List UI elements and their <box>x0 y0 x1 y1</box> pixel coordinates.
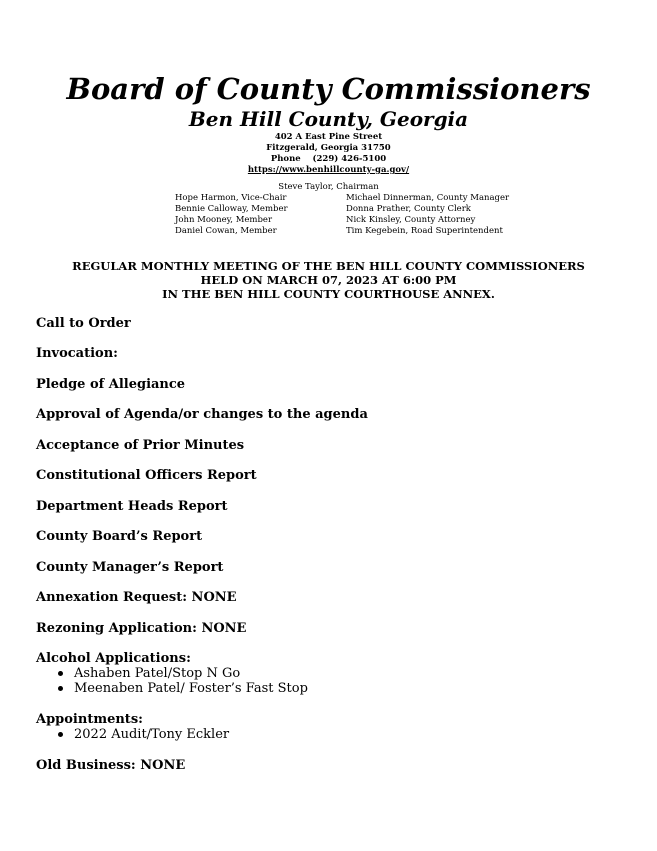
bullet-icon <box>58 732 63 737</box>
list-item <box>58 666 308 681</box>
official-name: Daniel Cowan, Member <box>175 226 277 236</box>
official-name: Nick Kinsley, County Attorney <box>346 215 476 225</box>
phone-number: Phone (229) 426-5100 <box>270 154 387 164</box>
agenda-pledge: Pledge of Allegiance <box>36 377 186 392</box>
address-block <box>0 132 657 176</box>
official-name: John Mooney, Member <box>175 215 273 225</box>
appointments-list <box>58 727 229 742</box>
bullet-icon <box>58 686 63 691</box>
chairman: Steve Taylor, Chairman <box>278 182 379 192</box>
agenda-county-board: County Board’s Report <box>36 529 203 544</box>
agenda-appointments-heading: Appointments: <box>36 712 143 727</box>
official-name: Hope Harmon, Vice-Chair <box>175 193 287 203</box>
agenda-annexation: Annexation Request: NONE <box>36 590 237 605</box>
county-subtitle: Ben Hill County, Georgia <box>188 107 469 131</box>
meeting-heading-line: REGULAR MONTHLY MEETING OF THE BEN HILL COUNTY COMMISSIONERS <box>72 259 585 273</box>
agenda-prior-minutes: Acceptance of Prior Minutes <box>36 438 245 453</box>
official-name: Tim Kegebein, Road Superintendent <box>346 226 503 236</box>
agenda-old-business: Old Business: NONE <box>36 758 186 773</box>
meeting-heading-line: IN THE BEN HILL COUNTY COURTHOUSE ANNEX. <box>162 287 495 301</box>
agenda-approval: Approval of Agenda/or changes to the agenda <box>36 407 368 422</box>
alcohol-list <box>58 666 308 696</box>
list-item-text: 2022 Audit/Tony Eckler <box>74 727 230 742</box>
agenda-invocation: Invocation: <box>36 346 118 361</box>
agenda-county-manager: County Manager’s Report <box>36 560 224 575</box>
list-item-text: Meenaben Patel/ Foster’s Fast Stop <box>74 681 308 696</box>
street-address: 402 A East Pine Street <box>274 132 383 142</box>
meeting-heading-line: HELD ON MARCH 07, 2023 AT 6:00 PM <box>200 273 457 287</box>
staff-list <box>346 193 509 237</box>
bullet-icon <box>58 671 63 676</box>
list-item <box>58 727 229 742</box>
agenda-rezoning: Rezoning Application: NONE <box>36 621 247 636</box>
list-item <box>58 681 308 696</box>
commissioners-list <box>175 193 288 237</box>
website-link[interactable]: https://www.benhillcounty-ga.gov/ <box>247 165 410 175</box>
agenda-constitutional-officers: Constitutional Officers Report <box>36 468 257 483</box>
agenda-call-to-order: Call to Order <box>36 316 131 331</box>
agenda-alcohol-heading: Alcohol Applications: <box>36 651 191 666</box>
meeting-heading <box>0 259 657 301</box>
agenda-department-heads: Department Heads Report <box>36 499 228 514</box>
official-name: Michael Dinnerman, County Manager <box>346 193 510 203</box>
official-name: Donna Prather, County Clerk <box>346 204 471 214</box>
list-item-text: Ashaben Patel/Stop N Go <box>74 666 241 681</box>
document-title: Board of County Commissioners <box>66 72 591 106</box>
city-state-zip: Fitzgerald, Georgia 31750 <box>266 143 391 153</box>
official-name: Bennie Calloway, Member <box>175 204 288 214</box>
